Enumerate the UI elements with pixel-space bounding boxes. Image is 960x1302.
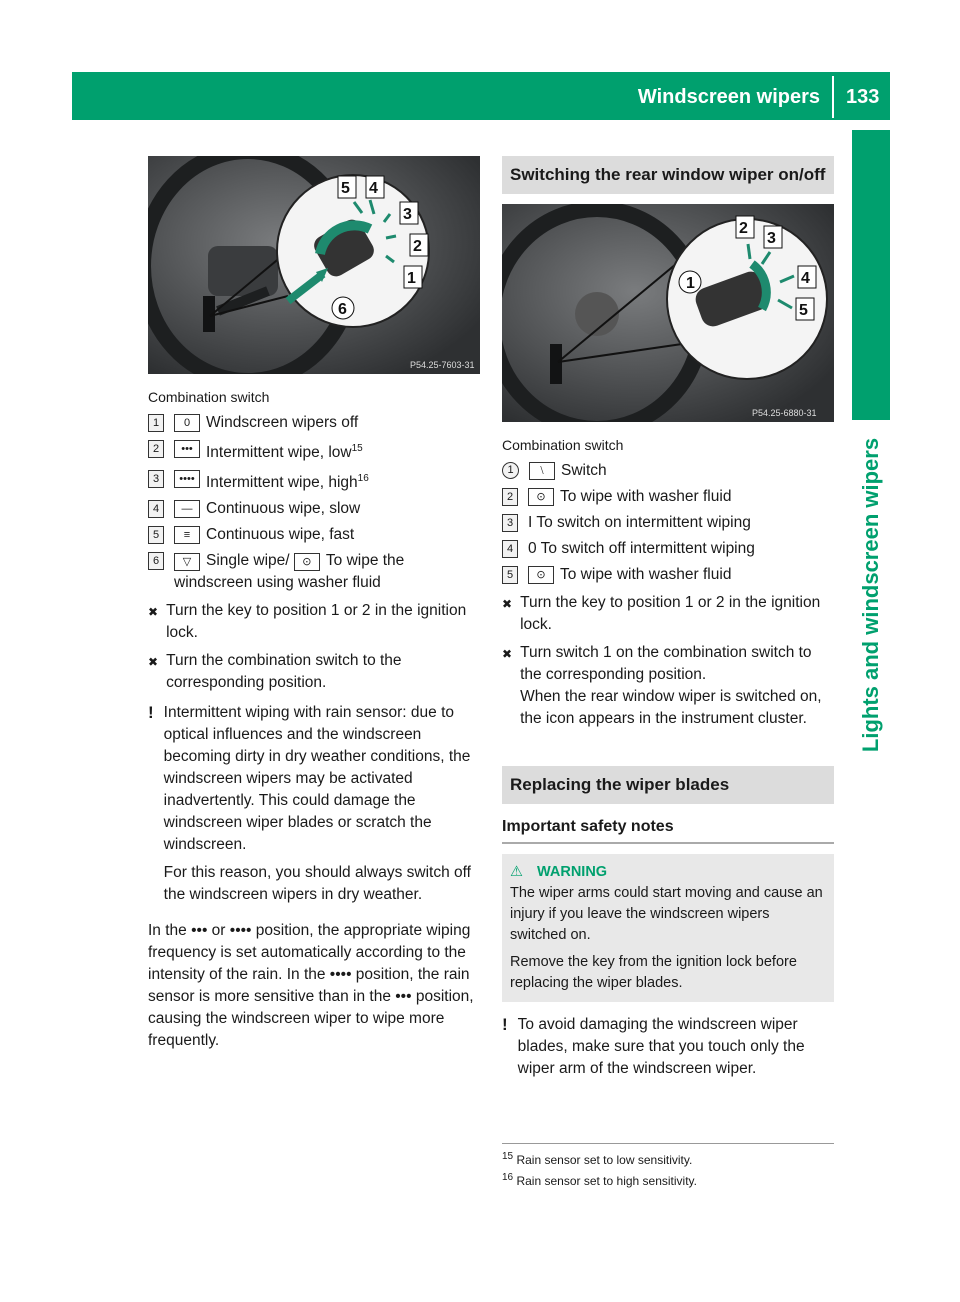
svg-text:2: 2 <box>739 220 748 237</box>
svg-text:3: 3 <box>767 230 776 247</box>
warning-title: WARNING <box>537 864 608 880</box>
left-caption: Combination switch <box>148 389 270 405</box>
side-tab-block <box>852 130 890 420</box>
caution-note: ! To avoid damaging the windscreen wiper blades, make sure that you touch only the wiper arm of the windscreen wiper. <box>502 1014 834 1080</box>
warning-icon: ⚠ <box>510 864 523 880</box>
list-item: 2 ••• Intermittent wipe, low$^{15}$ <box>148 438 480 464</box>
right-caption: Combination switch <box>502 437 624 453</box>
svg-text:4: 4 <box>369 180 378 197</box>
list-item: 6 ▽ Single wipe/ ⊙ To wipe the windscreen using washer fluid <box>148 550 480 594</box>
combination-switch-photo-rear <box>502 204 834 422</box>
warning-box <box>502 854 834 1002</box>
section-title-wiper-blades: Replacing the wiper blades <box>502 766 834 804</box>
photo-code-right: P54.25-6880-31 <box>752 408 817 418</box>
arrow-icon: ✖ <box>502 647 513 661</box>
list-item: 3 •••• Intermittent wipe, high$^{16}$ <box>148 468 480 494</box>
list-item: 1 ⧵ Switch <box>502 460 834 482</box>
warning-text-1: The wiper arms could start moving and cause an injury if you leave the windscreen wipers switched on. <box>510 885 823 943</box>
list-item: 5 ≡ Continuous wipe, fast <box>148 524 480 546</box>
svg-text:5: 5 <box>799 302 808 319</box>
steering-wheel-illustration <box>148 156 480 374</box>
list-item: 3 I To switch on intermittent wiping <box>502 512 834 534</box>
footnote: $^{15}$ Rain sensor set to low sensitivity. <box>502 1151 693 1167</box>
arrow-icon: ✖ <box>502 597 513 611</box>
rear-wiper-illustration <box>502 204 834 422</box>
section-title-rear-wiper: Switching the rear window wiper on/off <box>502 156 834 194</box>
combination-switch-photo-front <box>148 156 480 374</box>
list-item: 4 — Continuous wipe, slow <box>148 498 480 520</box>
subheading-safety: Important safety notes <box>502 816 834 844</box>
footnote: $^{16}$ Rain sensor set to high sensitivity. <box>502 1172 697 1188</box>
instruction-step: ✖ Turn the key to position 1 or 2 in the ignition lock. <box>148 600 480 644</box>
svg-text:5: 5 <box>341 180 350 197</box>
instruction-step: ✖ Turn the key to position 1 or 2 in the ignition lock. <box>502 592 834 636</box>
svg-text:1: 1 <box>407 270 416 287</box>
svg-text:2: 2 <box>413 238 422 255</box>
right-column <box>502 156 834 1088</box>
svg-text:4: 4 <box>801 270 810 287</box>
left-column <box>148 156 480 1058</box>
header-divider <box>832 76 834 118</box>
photo-code-left: P54.25-7603-31 <box>410 360 475 370</box>
arrow-icon: ✖ <box>148 655 159 670</box>
rain-sensor-paragraph: In the ••• or •••• position, the appropriate wiping frequency is set automatically according to the intensity of the rain. In the •••• position, the rain sensor is more sensitive than in the ••• position, causing the windscreen wiper to wipe more frequently. <box>148 922 474 1050</box>
instruction-step: ✖ Turn switch 1 on the combination switch to the corresponding position. When the rear window wiper is switched on, the icon appears in the instrument cluster. <box>502 642 834 730</box>
footnotes <box>502 1143 834 1190</box>
list-item: 2 ⊙ To wipe with washer fluid <box>502 486 834 508</box>
list-item: 4 0 To switch off intermittent wiping <box>502 538 834 560</box>
instruction-step: ✖ Turn the combination switch to the corresponding position. <box>148 650 480 694</box>
page-number: 133 <box>846 86 880 108</box>
side-tab-label-wrap <box>852 430 890 760</box>
caution-note: ! Intermittent wiping with rain sensor: due to optical influences and the windscreen becoming dirty in dry weather conditions, the windscreen wipers may be activated inadvertently. This could damage the windscreen wiper blades or scratch the windscreen. For this reason, you should always switch off the windscreen wipers in dry weather. <box>148 702 480 912</box>
svg-text:3: 3 <box>403 206 412 223</box>
exclamation-icon: ! <box>502 1015 508 1034</box>
page-header-title: Windscreen wipers <box>637 86 820 108</box>
list-item: 1 0 Windscreen wipers off <box>148 412 480 434</box>
svg-text:6: 6 <box>338 301 347 318</box>
arrow-icon: ✖ <box>148 605 159 620</box>
svg-text:1: 1 <box>686 275 695 292</box>
side-tab-label: Lights and windscreen wipers <box>858 437 883 753</box>
list-item: 5 ⊙ To wipe with washer fluid <box>502 564 834 586</box>
exclamation-icon: ! <box>148 703 154 723</box>
warning-text-2: Remove the key from the ignition lock before replacing the wiper blades. <box>510 954 797 991</box>
